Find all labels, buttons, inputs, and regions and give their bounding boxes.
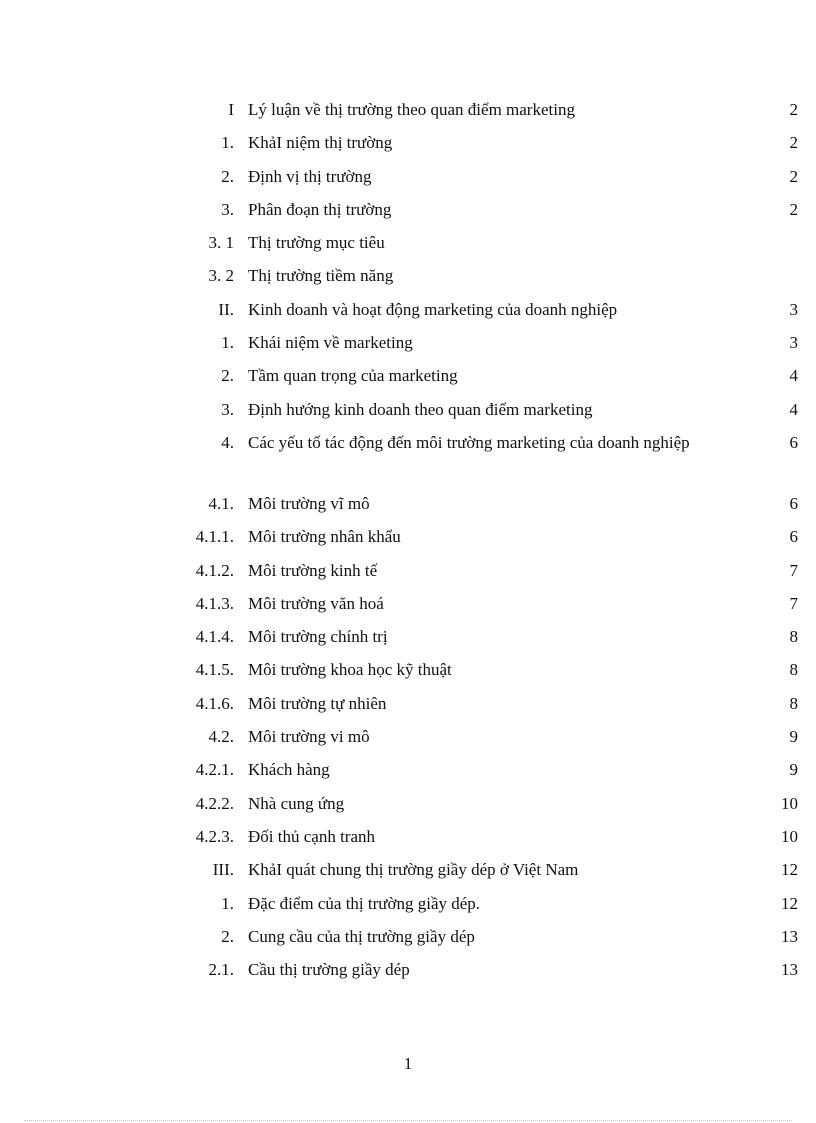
toc-entry[interactable] — [0, 856, 816, 889]
toc-entry[interactable] — [0, 196, 816, 229]
toc-entry-number: 1. — [221, 333, 234, 353]
toc-entry-title[interactable]: Cung cầu của thị trường giầy dép — [248, 926, 475, 946]
toc-entry-title[interactable]: Khách hàng — [248, 760, 330, 780]
toc-entry-title[interactable]: Môi trường khoa học kỹ thuật — [248, 660, 452, 680]
toc-entry-page: 6 — [789, 527, 798, 547]
toc-entry-number: III. — [212, 860, 234, 880]
toc-entry-page: 9 — [789, 760, 798, 780]
toc-entry-title[interactable]: Nhà cung ứng — [248, 793, 345, 813]
toc-entry-page: 12 — [781, 860, 798, 880]
toc-entry-page: 12 — [781, 893, 798, 913]
toc-entry-number: 2. — [221, 366, 234, 386]
toc-entry-number: 4.1.3. — [195, 593, 234, 613]
toc-entry[interactable] — [0, 96, 816, 129]
toc-entry-number: 4.1.6. — [195, 693, 234, 713]
toc-entry-number: 4.1.2. — [195, 560, 234, 580]
toc-entry[interactable] — [0, 362, 816, 395]
toc-entry-title[interactable]: Đặc điểm của thị trường giầy dép. — [248, 893, 481, 913]
toc-entry-title[interactable]: Thị trường mục tiêu — [248, 233, 385, 253]
toc-entry[interactable] — [0, 623, 816, 656]
toc-entry-title[interactable]: Đối thủ cạnh tranh — [248, 826, 375, 846]
toc-entry[interactable] — [0, 429, 816, 490]
toc-entry[interactable] — [0, 129, 816, 162]
toc-entry-page: 2 — [789, 166, 798, 186]
toc-entry-page: 6 — [789, 493, 798, 513]
toc-entry-number: 4. — [221, 432, 234, 452]
toc-entry-page: 4 — [789, 366, 798, 386]
toc-entry-page: 10 — [781, 826, 798, 846]
toc-entry-number: 2. — [221, 926, 234, 946]
toc-entry-page: 7 — [789, 560, 798, 580]
toc-entry[interactable] — [0, 163, 816, 196]
toc-entry[interactable] — [0, 923, 816, 956]
toc-entry-page: 6 — [789, 432, 798, 452]
toc-entry[interactable] — [0, 396, 816, 429]
toc-entry-page: 13 — [781, 926, 798, 946]
toc-entry[interactable] — [0, 329, 816, 362]
toc-entry-page: 2 — [789, 199, 798, 219]
toc-entry-page: 8 — [789, 660, 798, 680]
toc-entry[interactable] — [0, 823, 816, 856]
toc-entry[interactable] — [0, 296, 816, 329]
toc-entry-title[interactable]: Môi trường chính trị — [248, 627, 388, 647]
toc-entry-title[interactable]: Môi trường văn hoá — [248, 593, 384, 613]
toc-entry-page: 9 — [789, 727, 798, 747]
toc-entry[interactable] — [0, 490, 816, 523]
toc-entry[interactable] — [0, 890, 816, 923]
toc-entry-page: 2 — [789, 100, 798, 119]
toc-entry[interactable] — [0, 229, 816, 262]
toc-entry-number: 4.1.5. — [195, 660, 234, 680]
toc-entry-number: 2. — [221, 166, 234, 186]
toc-entry[interactable] — [0, 790, 816, 823]
toc-entry-page: 10 — [781, 793, 798, 813]
toc-entry-number: II. — [218, 299, 234, 319]
toc-entry-page: 8 — [789, 627, 798, 647]
toc-entry-number: 1. — [221, 893, 234, 913]
toc-entry-title[interactable]: KhảI quát chung thị trường giầy dép ở Việt Nam — [248, 860, 579, 880]
toc-entry-number: 1. — [221, 133, 234, 153]
toc-entry-title[interactable]: Định hướng kinh doanh theo quan điểm marketing — [248, 399, 593, 419]
toc-entry-number: 4.2.2. — [195, 793, 234, 813]
toc-entry-title[interactable]: Lý luận về thị trường theo quan điểm marketing — [248, 100, 575, 119]
toc-entry-title[interactable]: Môi trường vĩ mô — [248, 493, 370, 513]
toc-entry-number: 3. — [221, 399, 234, 419]
toc-entry-title[interactable]: Tầm quan trọng của marketing — [248, 366, 458, 386]
toc-entry-page: 2 — [789, 133, 798, 153]
toc-entry-number: 3. 2 — [208, 266, 234, 286]
toc-entry-number: I — [228, 100, 234, 119]
toc-entry-number: 4.1. — [208, 493, 234, 513]
toc-entry-number: 4.2. — [208, 727, 234, 747]
toc-entry[interactable] — [0, 956, 816, 989]
toc-entry[interactable] — [0, 262, 816, 295]
toc-entry-number: 4.1.4. — [195, 627, 234, 647]
toc-entry-number: 4.1.1. — [195, 527, 234, 547]
toc-entry-page: 13 — [781, 960, 798, 980]
toc-entry[interactable] — [0, 723, 816, 756]
page-number: 1 — [403, 1054, 413, 1073]
toc-entry-title[interactable]: Cầu thị trường giầy dép — [248, 960, 410, 980]
toc-entry-title[interactable]: Kinh doanh và hoạt động marketing của doanh nghiệp — [248, 299, 618, 319]
toc-entry-page: 8 — [789, 693, 798, 713]
toc-entry-title[interactable]: Môi trường kinh tế — [248, 560, 378, 580]
toc-entry-number: 2.1. — [208, 960, 234, 980]
toc-entry-title[interactable]: Thị trường tiềm năng — [248, 266, 394, 286]
toc-entry-title[interactable]: Môi trường nhân khẩu — [248, 527, 401, 547]
toc-entry-page: 3 — [789, 333, 798, 353]
toc-entry[interactable] — [0, 523, 816, 556]
toc-entry-title[interactable]: Môi trường tự nhiên — [248, 693, 387, 713]
toc-entry[interactable] — [0, 690, 816, 723]
toc-entry-page: 7 — [789, 593, 798, 613]
toc-entry-title[interactable]: Phân đoạn thị trường — [248, 199, 392, 219]
toc-entry[interactable] — [0, 756, 816, 789]
toc-entry-number: 4.2.1. — [195, 760, 234, 780]
toc-entry[interactable] — [0, 590, 816, 623]
table-of-contents — [0, 96, 816, 989]
toc-entry-number: 3. — [221, 199, 234, 219]
toc-entry[interactable] — [0, 557, 816, 590]
toc-entry-title[interactable]: KhảI niệm thị trường — [248, 133, 393, 153]
toc-entry-page: 3 — [789, 299, 798, 319]
toc-entry-number: 3. 1 — [208, 233, 234, 253]
toc-entry-title[interactable]: Định vị thị trường — [248, 166, 372, 186]
toc-entry-title[interactable]: Môi trường vi mô — [248, 727, 370, 747]
toc-entry-title[interactable]: Các yếu tố tác động đến môi trường marketing của doanh nghiệp — [248, 432, 690, 452]
page-divider — [24, 1120, 792, 1121]
toc-entry-title[interactable]: Khái niệm về marketing — [248, 333, 413, 353]
toc-entry[interactable] — [0, 656, 816, 689]
toc-entry-number: 4.2.3. — [195, 826, 234, 846]
toc-entry-page: 4 — [789, 399, 798, 419]
